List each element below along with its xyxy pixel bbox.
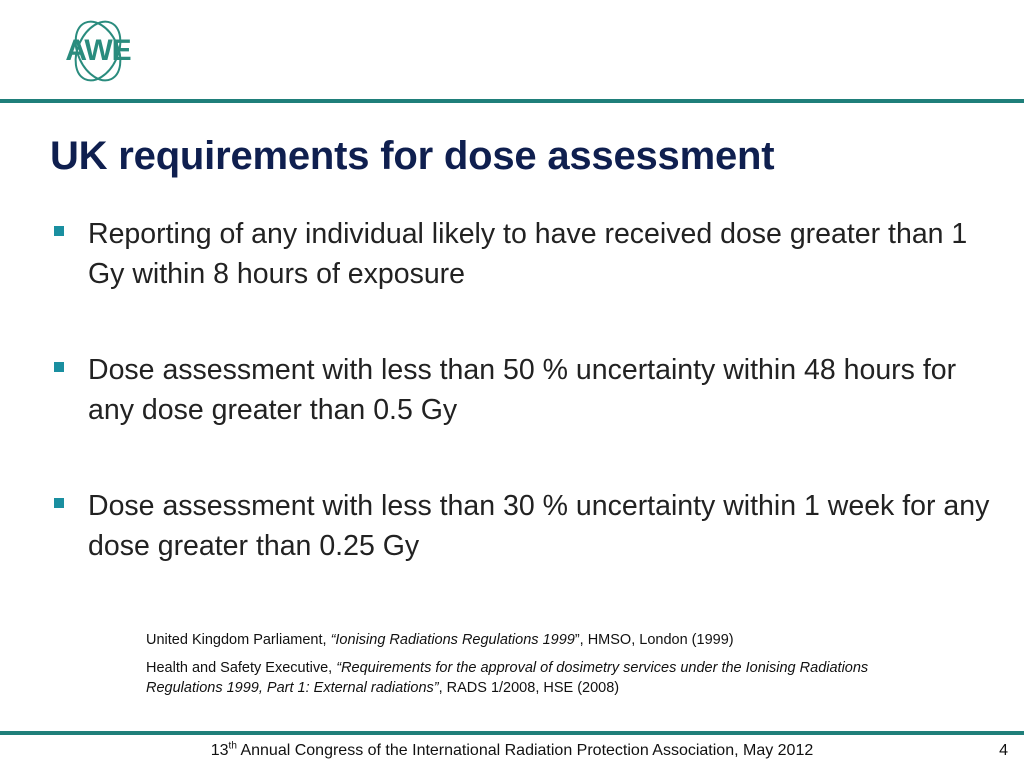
reference-item (146, 630, 906, 650)
reference-details: ”, HMSO, London (1999) (574, 632, 734, 648)
awe-logo (50, 18, 146, 84)
square-bullet-icon (54, 362, 64, 372)
bullet-text: Reporting of any individual likely to have received dose greater than 1 Gy within 8 hours of exposure (88, 218, 968, 290)
reference-details: , RADS 1/2008, HSE (2008) (438, 680, 620, 696)
square-bullet-icon (54, 226, 64, 236)
footer-rule (0, 731, 1024, 735)
bullet-list (50, 214, 990, 622)
logo-text: AWE (65, 34, 131, 67)
reference-author: Health and Safety Executive, (146, 660, 337, 676)
footer-caption: Annual Congress of the International Radiation Protection Association, May 2012 (236, 742, 814, 759)
bullet-item (50, 214, 990, 294)
page-number: 4 (999, 742, 1008, 759)
footer-number: 13 (210, 742, 229, 759)
bullet-text: Dose assessment with less than 30 % uncertainty within 1 week for any dose greater than 0.25 Gy (88, 490, 990, 562)
reference-title: “Ionising Radiations Regulations 1999 (330, 632, 575, 648)
reference-title: “Requirements for the approval of dosimetry services under the Ionising Radiations Regulations 1999, Part 1: External radiations” (146, 660, 869, 696)
header-rule (0, 99, 1024, 103)
bullet-text: Dose assessment with less than 50 % uncertainty within 48 hours for any dose greater than 0.5 Gy (88, 354, 957, 426)
bullet-item (50, 486, 990, 566)
footer-superscript: th (228, 740, 237, 752)
bullet-item (50, 350, 990, 430)
square-bullet-icon (54, 498, 64, 508)
reference-author: United Kingdom Parliament, (146, 632, 331, 648)
references (146, 630, 906, 706)
reference-item (146, 658, 906, 698)
slide-title: UK requirements for dose assessment (50, 134, 775, 178)
footer-text (0, 742, 1024, 760)
